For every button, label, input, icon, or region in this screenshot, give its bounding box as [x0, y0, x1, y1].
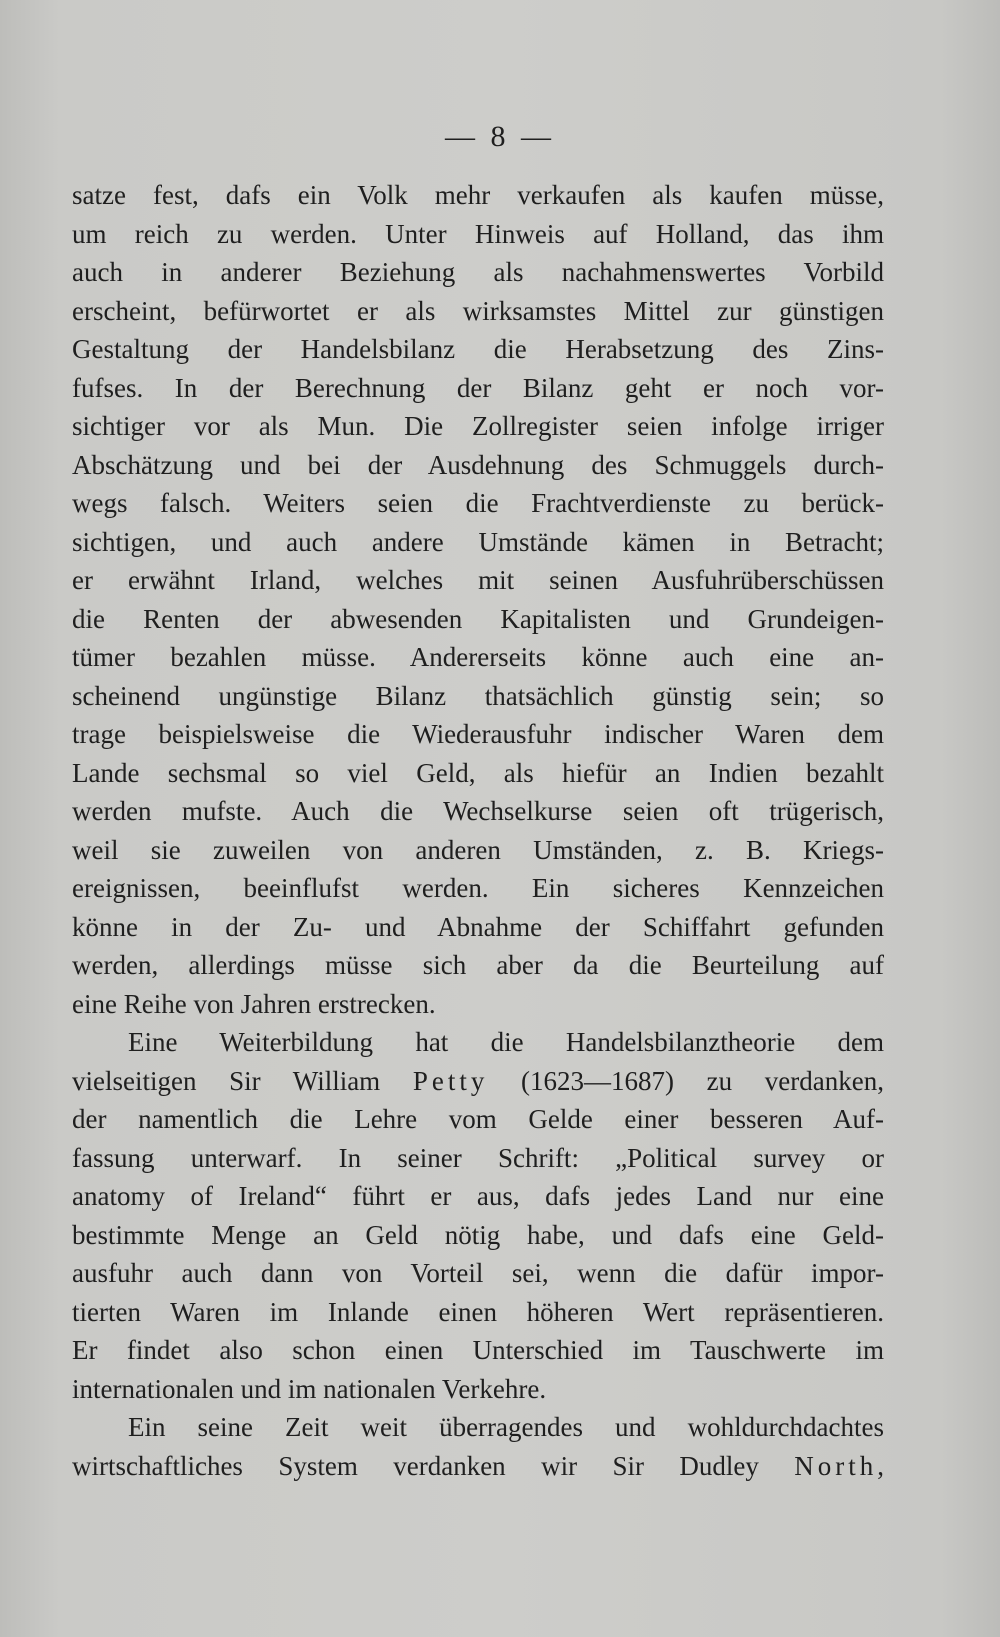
text-line: trage beispielsweise die Wiederausfuhr indischer Waren dem: [72, 719, 884, 749]
text-line: Gestaltung der Handelsbilanz die Herabsetzung des Zins-: [72, 334, 884, 364]
text-line: werden mufste. Auch die Wechselkurse seien oft trügerisch,: [72, 796, 884, 826]
text-line: Er findet also schon einen Unterschied im Tauschwerte im: [72, 1335, 884, 1365]
text-line: ausfuhr auch dann von Vorteil sei, wenn die dafür impor-: [72, 1258, 884, 1288]
text-line: scheinend ungünstige Bilanz thatsächlich günstig sein; so: [72, 680, 884, 711]
text-line: sichtigen, und auch andere Umstände kämen in Betracht;: [72, 526, 884, 557]
text-line: der namentlich die Lehre vom Gelde einer besseren Auf-: [72, 1104, 884, 1134]
text-line: auch in anderer Beziehung als nachahmenswertes Vorbild: [72, 257, 884, 287]
text-line: Lande sechsmal so viel Geld, als hiefür an Indien bezahlt: [72, 757, 884, 788]
text-line: erscheint, befürwortet er als wirksamstes Mittel zur günstigen: [72, 295, 884, 326]
text-line: fufses. In der Berechnung der Bilanz geht er noch vor-: [72, 372, 884, 403]
text-line: weil sie zuweilen von anderen Umständen, z. B. Kriegs-: [72, 834, 884, 865]
text-span: wirtschaftliches System verdanken wir Sir Dudley: [72, 1450, 759, 1481]
text-line: er erwähnt Irland, welches mit seinen Ausfuhrüberschüssen: [72, 565, 884, 595]
text-span: vielseitigen Sir William: [72, 1065, 381, 1096]
text-line: um reich zu werden. Unter Hinweis auf Holland, das ihm: [72, 218, 884, 249]
paragraph-start-line: [72, 1023, 884, 1062]
paragraph-end-line: eine Reihe von Jahren erstrecken.: [72, 988, 436, 1019]
page-number: — 8 —: [445, 120, 555, 153]
text-span: (1623—1687) zu verdanken,: [521, 1065, 884, 1096]
spaced-name-petty: Petty: [412, 1065, 489, 1096]
text-line: bestimmte Menge an Geld nötig habe, und dafs eine Geld-: [72, 1219, 884, 1250]
text-line: satze fest, dafs ein Volk mehr verkaufen als kaufen müsse,: [72, 180, 884, 210]
paragraph-start-line: Ein seine Zeit weit überragendes und wohldurchdachtes: [128, 1412, 884, 1442]
text-span: Eine Weiterbildung hat die Handelsbilanztheorie dem: [128, 1027, 884, 1057]
body-text: [72, 176, 884, 1485]
text-line: [72, 1447, 884, 1486]
text-line: sichtiger vor als Mun. Die Zollregister seien infolge irriger: [72, 411, 884, 441]
text-line: tierten Waren im Inlande einen höheren Wert repräsentieren.: [72, 1296, 884, 1327]
text-line: Abschätzung und bei der Ausdehnung des Schmuggels durch-: [72, 449, 884, 480]
text-line: tümer bezahlen müsse. Andererseits könne auch eine an-: [72, 642, 884, 672]
text-line: ereignissen, beeinflufst werden. Ein sicheres Kennzeichen: [72, 873, 884, 903]
text-span: ,: [877, 1450, 884, 1481]
text-line: könne in der Zu- und Abnahme der Schiffahrt gefunden: [72, 911, 884, 942]
spaced-name-north: North: [794, 1450, 878, 1481]
text-line: werden, allerdings müsse sich aber da die Beurteilung auf: [72, 950, 884, 980]
text-line: fassung unterwarf. In seiner Schrift: „Political survey or: [72, 1142, 884, 1173]
text-line: wegs falsch. Weiters seien die Frachtverdienste zu berück-: [72, 488, 884, 518]
text-line: anatomy of Ireland“ führt er aus, dafs jedes Land nur eine: [72, 1181, 884, 1211]
text-line: die Renten der abwesenden Kapitalisten und Grundeigen-: [72, 603, 884, 634]
paragraph-end-line: internationalen und im nationalen Verkehre.: [72, 1373, 547, 1404]
text-line: [72, 1062, 884, 1101]
